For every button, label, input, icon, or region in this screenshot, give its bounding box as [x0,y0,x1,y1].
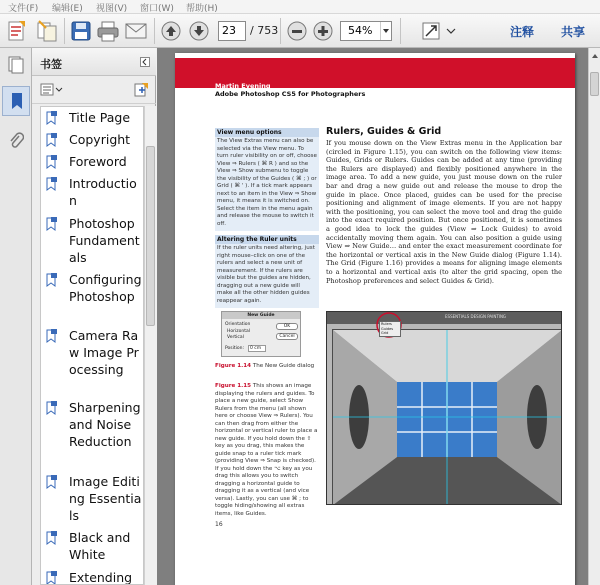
next-page-icon[interactable] [188,20,210,42]
menu-view[interactable]: 视图(V) [96,4,128,14]
menu-file[interactable]: 文件(F) [8,4,39,14]
zoom-in-icon[interactable] [312,20,334,42]
dialog-ok: OK [276,323,298,330]
screenshot-workspace-tabs [445,314,506,319]
attachments-icon[interactable] [8,132,24,150]
bookmark-label: Title Page [69,110,131,125]
annotate-button[interactable]: 注释 [510,25,535,39]
bookmark-label: Configuring Photoshop [69,272,142,304]
figure-label: Figure 1.15 [215,383,252,389]
bookmark-item-copyright[interactable] [41,131,144,153]
bookmark-label: Extending [69,570,133,585]
fit-page-icon[interactable] [420,20,442,42]
figure-caption-text: The New Guide dialog [252,363,315,369]
bookmark-page-icon [46,133,58,147]
bookmark-page-icon [46,401,58,415]
bookmark-item-image-editing[interactable] [41,473,144,529]
navigation-strip [0,48,32,585]
zoom-out-icon[interactable] [286,20,308,42]
document-scrollbar[interactable] [588,48,600,585]
share-button[interactable]: 共享 [561,25,586,39]
new-guide-dialog-figure [221,311,301,357]
workspace-tab: ESSENTIALS [445,314,470,319]
bookmarks-scroll-thumb[interactable] [146,146,155,326]
section-title: Rulers, Guides & Grid [326,126,442,137]
section-body: If you mouse down on the View Extras menu in the Application bar (circled in Figure 1.15), you can switch on the following view items: Guides, Grids or Rulers. Guides can be added at any time (providing the Rulers are displayed) and flexibly positioned anywhere in the image area. To add a new guide, you just mouse down on the ruler bar and drag a new guide out and release the mouse to drop the guide in place. Once placed, guides can be used for the precise positioning and alignment of image elements. If you are not happy with the positioning, you can select the move tool and drag the guide into the exact required position. But once positioned, it is sometimes a good idea to lock the guides (View ⇒ Lock Guides) to avoid accidentally moving them again. You can also position a guide using View ⇒ New Guide… and enter the exact measurement coordinate for the horizontal or vertical axis in the New Guide dialog (Figure 1.14). The Grid (Figure 1.16) provides a means for aligning image elements to a horizontal and vertical axis (to alter the grid spacing, open the Photoshop preferences and select Guides & Grid). [326,139,562,285]
bookmark-label: Foreword [69,154,127,169]
expand-bookmark-icon[interactable] [134,82,150,98]
figure-caption-text: This shows an image displaying the rulers and guides. To place a new guide, select Show Rulers from the menu (all shown here or choose View ⇒ Rulers). You can then drag from either the horizontal or vertical ruler to place a new guide. If you hold down the ⇧ key as you drag, this makes the guide snap to a ruler tick mark (providing View ⇒ Snap is checked). If you hold down the ⌥ key as you drag this allows you to switch dragging a horizontal guide to dragging it as a vertical (and vice versa). Lastly, you can use ⌘ ; to toggle hiding/showing all extras items, like Guides. [215,383,318,517]
toolbar [0,14,600,48]
bookmark-label: Black and White [69,530,131,562]
zoom-value: 54% [348,24,373,37]
bookmark-label: Introduction [69,176,137,208]
bookmarks-scrollbar[interactable] [144,106,156,585]
email-icon[interactable] [124,20,148,42]
author-name: Martin Evening [215,82,271,90]
menu-item: Grid [381,331,389,335]
zoom-dropdown-arrow[interactable] [380,22,391,40]
dialog-cancel: Cancel [276,333,298,340]
workspace-tab: DESIGN [470,314,486,319]
bookmark-item-photoshop-fundamentals[interactable] [41,215,144,271]
dialog-horizontal: Horizontal [227,329,250,334]
print-icon[interactable] [96,20,120,42]
bookmark-label: Sharpening and Noise Reduction [69,400,141,449]
menu-item: Guides [381,326,394,331]
bookmark-page-icon [46,329,58,343]
bookmark-label: Copyright [69,132,131,147]
workspace-tab: PAINTING [487,314,507,319]
bookmark-item-foreword[interactable] [41,153,144,175]
bookmark-label: Camera Raw Image Processing [69,328,139,377]
bookmark-item-camera-raw[interactable] [41,327,144,399]
bookmark-item-configuring-photoshop[interactable] [41,271,144,327]
bookmarks-panel [32,48,156,585]
bookmark-page-icon [46,155,58,169]
menu-item: Rulers [381,322,392,326]
options-menu-icon[interactable] [40,83,64,97]
sidebar-notes [215,128,319,308]
note-text-ruler-units: If the ruler units need altering, just right mouse–click on one of the rulers and select a new unit of measurement. If the rulers are visible but the guides are hidden, dragging out a new guide will make all the other hidden guides reappear again. [215,244,319,308]
page-number: 16 [215,521,223,528]
note-text-view-menu: The View Extras menu can also be selected via the View menu. To turn ruler visibility on or off, choose View ⇒ Rulers ( ⌘ R ) and so the View ⇒ Show submenu to toggle the visibility of the Guides ( ⌘ ; ) or Grid ( ⌘ ' ). If a tick mark appears next to an item in the View ⇒ Show menu, it means it is switched on. Select the item in the menu again and release the mouse to switch it off. [215,137,319,231]
document-scroll-thumb[interactable] [590,72,599,96]
menu-help[interactable]: 帮助(H) [186,4,218,14]
bookmark-icon [10,92,24,110]
page-thumbnails-icon[interactable] [8,56,24,74]
photoshop-screenshot-figure [326,311,562,505]
create-pdf-icon[interactable] [6,20,28,42]
bookmark-item-black-and-white[interactable] [41,529,144,569]
dialog-orientation: Orientation [225,322,251,327]
page-total: / 753 [250,24,279,37]
previous-page-icon[interactable] [160,20,182,42]
bookmark-list [40,106,144,585]
page-number-input[interactable]: 23 [218,21,246,41]
scroll-up-icon[interactable] [590,51,600,61]
book-title: Adobe Photoshop CS5 for Photographers [215,90,366,98]
bookmark-page-icon [46,475,58,489]
bookmark-item-introduction[interactable] [41,175,144,215]
bookmark-page-icon [46,177,58,191]
dialog-title: New Guide [222,312,300,319]
bookmark-page-icon [46,273,58,287]
dialog-position-label: Position: [225,346,245,351]
bookmarks-toolbar [32,76,156,104]
save-icon[interactable] [70,20,92,42]
dialog-position-value: 0 cm [248,345,266,352]
skylight-interior-image [327,312,562,505]
bookmark-item-sharpening[interactable] [41,399,144,473]
menu-edit[interactable]: 编辑(E) [52,4,83,14]
menu-window[interactable]: 窗口(W) [140,4,174,14]
note-heading-view-menu: View menu options [215,128,319,137]
combine-files-icon[interactable] [36,20,60,42]
bookmark-page-icon [46,111,58,125]
pdf-page [175,53,575,585]
note-heading-ruler-units: Altering the Ruler units [215,235,319,244]
figure-label: Figure 1.14 [215,363,252,369]
bookmarks-tab[interactable] [2,86,30,116]
collapse-panel-icon[interactable] [140,57,150,67]
bookmark-label: Photoshop Fundamentals [69,216,140,265]
bookmarks-header [32,48,156,76]
bookmark-page-icon [46,531,58,545]
figure-1-15-caption [215,383,319,518]
view-extras-menu [379,321,401,337]
chevron-down-icon[interactable] [446,24,456,38]
figure-1-14-caption [215,363,319,371]
bookmark-item-title-page[interactable] [41,109,144,131]
document-viewport[interactable] [157,48,588,585]
bookmarks-title: 书签 [40,58,62,71]
bookmark-label: Image Editing Essentials [69,474,142,523]
menu-bar [0,0,600,14]
dialog-vertical: Vertical [227,335,244,340]
bookmark-page-icon [46,217,58,231]
bookmark-page-icon [46,571,58,585]
bookmark-item-extending[interactable] [41,569,144,585]
